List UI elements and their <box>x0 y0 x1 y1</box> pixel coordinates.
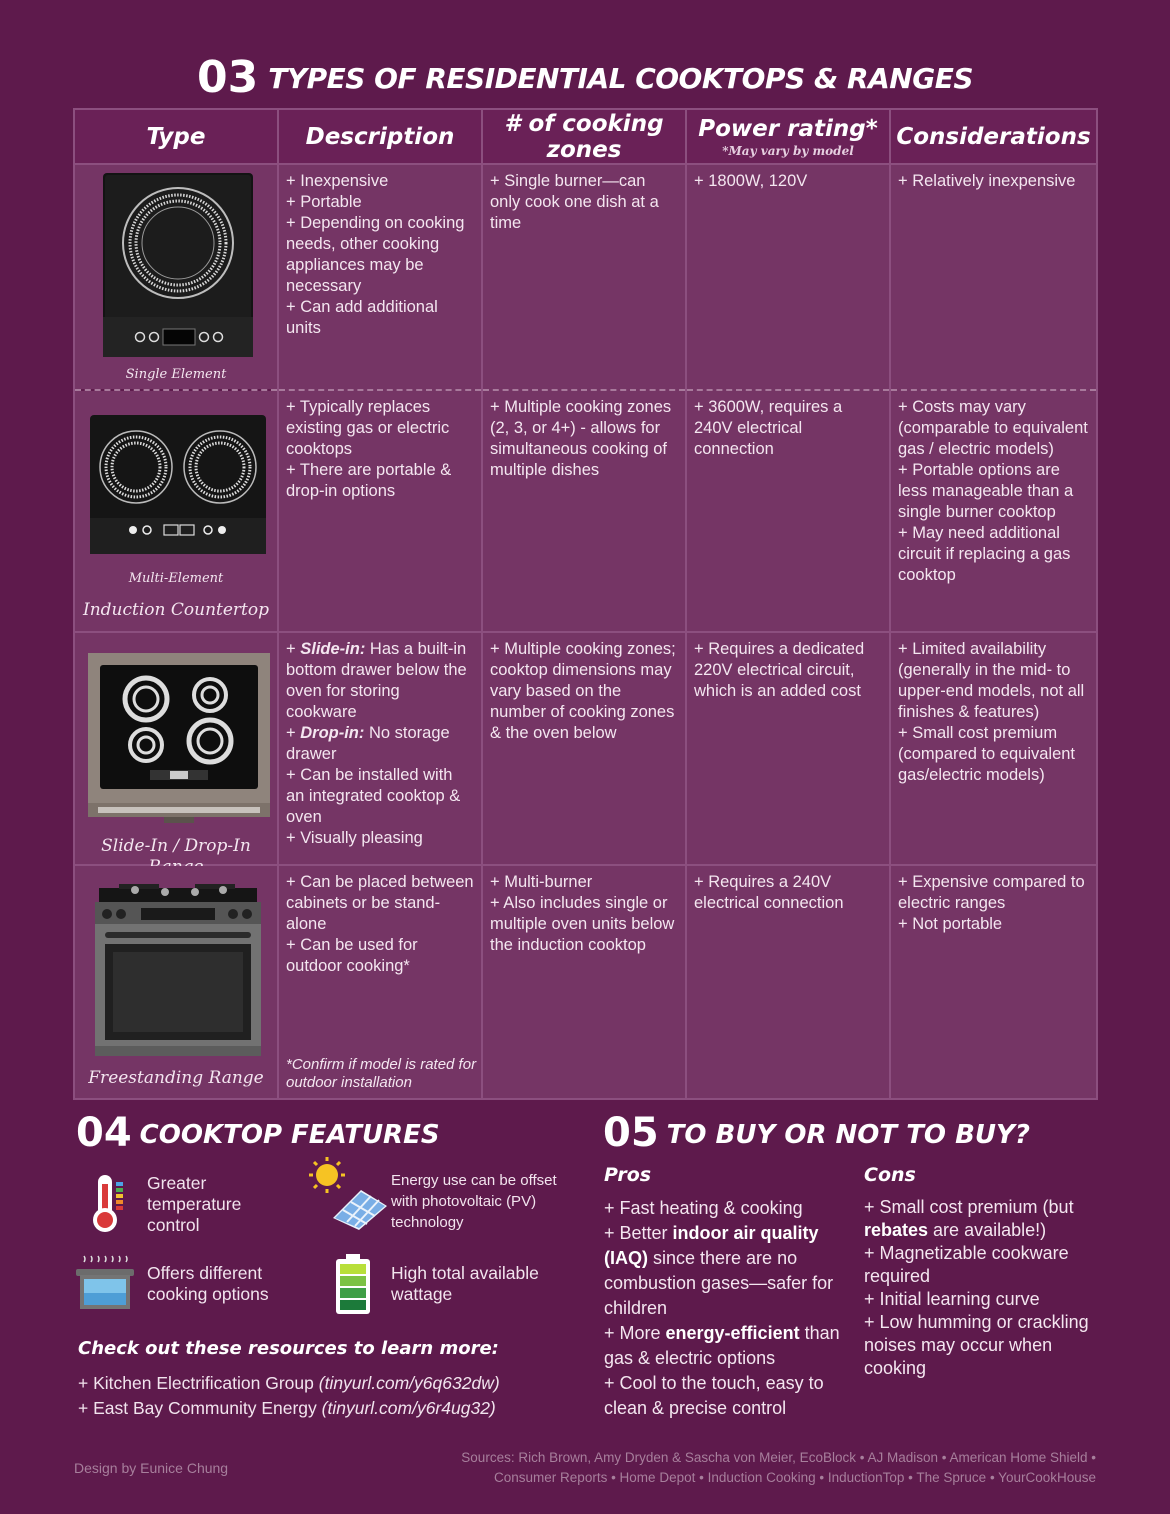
design-credit: Design by Eunice Chung <box>74 1460 229 1476</box>
zones-cell: + Single burner—can only cook one dish at a time <box>482 164 686 390</box>
table-header-row <box>74 109 1097 164</box>
power-note: *May vary by model <box>722 143 854 158</box>
resources-heading: Check out these resources to learn more: <box>78 1338 499 1359</box>
zones-cell: + Multiple cooking zones (2, 3, or 4+) - allows for simultaneous cooking of multiple dishes <box>482 390 686 632</box>
features-heading: 04 COOKTOP FEATURES <box>76 1110 440 1156</box>
power-cell: + 1800W, 120V <box>686 164 890 390</box>
considerations-cell: + Costs may vary (comparable to equivalent gas / electric models) + Portable options are less manageable than a single burner cooktop + May need additional circuit if replacing a gas cooktop <box>890 390 1097 632</box>
type-cell <box>74 632 278 865</box>
battery-icon <box>336 1254 370 1314</box>
power-cell: + Requires a dedicated 220V electrical circuit, which is an added cost <box>686 632 890 865</box>
header-type: Type <box>74 109 278 164</box>
cooktop-comparison-table <box>73 108 1098 1100</box>
header-zones: # of cooking zones <box>482 109 686 164</box>
sources: Sources: Rich Brown, Amy Dryden & Sascha von Meier, EcoBlock • AJ Madison • American Home Shield • Consumer Reports • Home Depot • Induction Cooking • InductionTop • The Spruce • YourCookHouse <box>461 1450 1096 1485</box>
slide-in-range-icon <box>88 653 270 825</box>
thermometer-icon <box>88 1172 128 1234</box>
pros-heading: Pros <box>604 1164 652 1186</box>
resource-link-kitchen-electrification[interactable]: + Kitchen Electrification Group (tinyurl.com/y6q632dw) <box>78 1373 500 1393</box>
buy-heading: 05 TO BUY OR NOT TO BUY? <box>603 1110 1030 1156</box>
cons-list <box>864 1196 1096 1380</box>
cons-heading: Cons <box>864 1164 916 1186</box>
header-considerations: Considerations <box>890 109 1097 164</box>
solar-panel-icon <box>305 1156 387 1230</box>
considerations-cell: + Relatively inexpensive <box>890 164 1097 390</box>
list-item: + Cool to the touch, easy to clean & precise control <box>604 1373 824 1418</box>
type-caption: Single Element <box>125 367 227 382</box>
list-item: + Low humming or crackling noises may occur when cooking <box>864 1312 1089 1378</box>
type-caption: Freestanding Range <box>88 1068 264 1088</box>
zones-cell: + Multi-burner + Also includes single or multiple oven units below the induction cooktop <box>482 865 686 1099</box>
freestanding-range-icon <box>95 880 261 1056</box>
description-cell: + Can be placed between cabinets or be stand-alone + Can be used for outdoor cooking* *Confirm if model is rated for outdoor installation <box>278 865 482 1099</box>
feature-text: Offers different cooking options <box>147 1263 269 1304</box>
single-element-cooktop-icon <box>103 173 253 357</box>
multi-element-cooktop-icon <box>90 415 266 554</box>
considerations-cell: + Limited availability (generally in the mid- to upper-end models, not all finishes & features) + Small cost premium (compared to equivalent gas/electric models) <box>890 632 1097 865</box>
header-power: Power rating* *May vary by model <box>686 109 890 164</box>
list-item: + More energy-efficient than gas & electric options <box>604 1323 840 1368</box>
list-item: + Better indoor air quality (IAQ) since there are no combustion gases—safer for children <box>604 1223 834 1318</box>
description-cell: + Typically replaces existing gas or electric cooktops + There are portable & drop-in options <box>278 390 482 632</box>
description-cell: + Slide-in: Has a built-in bottom drawer below the oven for storing cookware + Drop-in: No storage drawer + Can be installed with an integrated cooktop & oven + Visually pleasing <box>278 632 482 865</box>
type-caption: Multi-Element <box>128 571 224 586</box>
section-title: TYPES OF RESIDENTIAL COOKTOPS & RANGES <box>268 62 973 95</box>
type-cell <box>74 390 278 632</box>
feature-text: High total available wattage <box>391 1263 539 1304</box>
feature-text: Greater temperature control <box>147 1173 242 1235</box>
table-row <box>74 865 1097 1099</box>
section-number: 03 <box>197 52 259 103</box>
steaming-pot-icon <box>76 1255 134 1313</box>
list-item: + Initial learning curve <box>864 1289 1040 1309</box>
zones-cell: + Multiple cooking zones; cooktop dimensions may vary based on the number of cooking zones & the oven below <box>482 632 686 865</box>
group-caption: Induction Countertop <box>83 600 269 620</box>
type-cell <box>74 865 278 1099</box>
type-cell <box>74 164 278 390</box>
resource-link-east-bay[interactable]: + East Bay Community Energy (tinyurl.com/y6r4ug32) <box>78 1398 496 1418</box>
description-cell: + Inexpensive + Portable + Depending on cooking needs, other cooking appliances may be necessary + Can add additional units <box>278 164 482 390</box>
type-caption: Slide-In / Drop-In <box>101 836 251 856</box>
power-cell: + 3600W, requires a 240V electrical connection <box>686 390 890 632</box>
table-row <box>74 164 1097 390</box>
table-row <box>74 632 1097 865</box>
pros-list <box>604 1196 850 1421</box>
list-item: + Small cost premium (but rebates are available!) <box>864 1197 1074 1240</box>
header-description: Description <box>278 109 482 164</box>
considerations-cell: + Expensive compared to electric ranges + Not portable <box>890 865 1097 1099</box>
footnote: *Confirm if model is rated for outdoor installation <box>286 1056 477 1091</box>
list-item: + Magnetizable cookware required <box>864 1243 1069 1286</box>
list-item: + Fast heating & cooking <box>604 1198 803 1218</box>
table-row <box>74 390 1097 632</box>
page-title <box>0 52 1170 103</box>
feature-text: Energy use can be offset with photovoltaic (PV) technology <box>391 1172 557 1231</box>
power-cell: + Requires a 240V electrical connection <box>686 865 890 1099</box>
